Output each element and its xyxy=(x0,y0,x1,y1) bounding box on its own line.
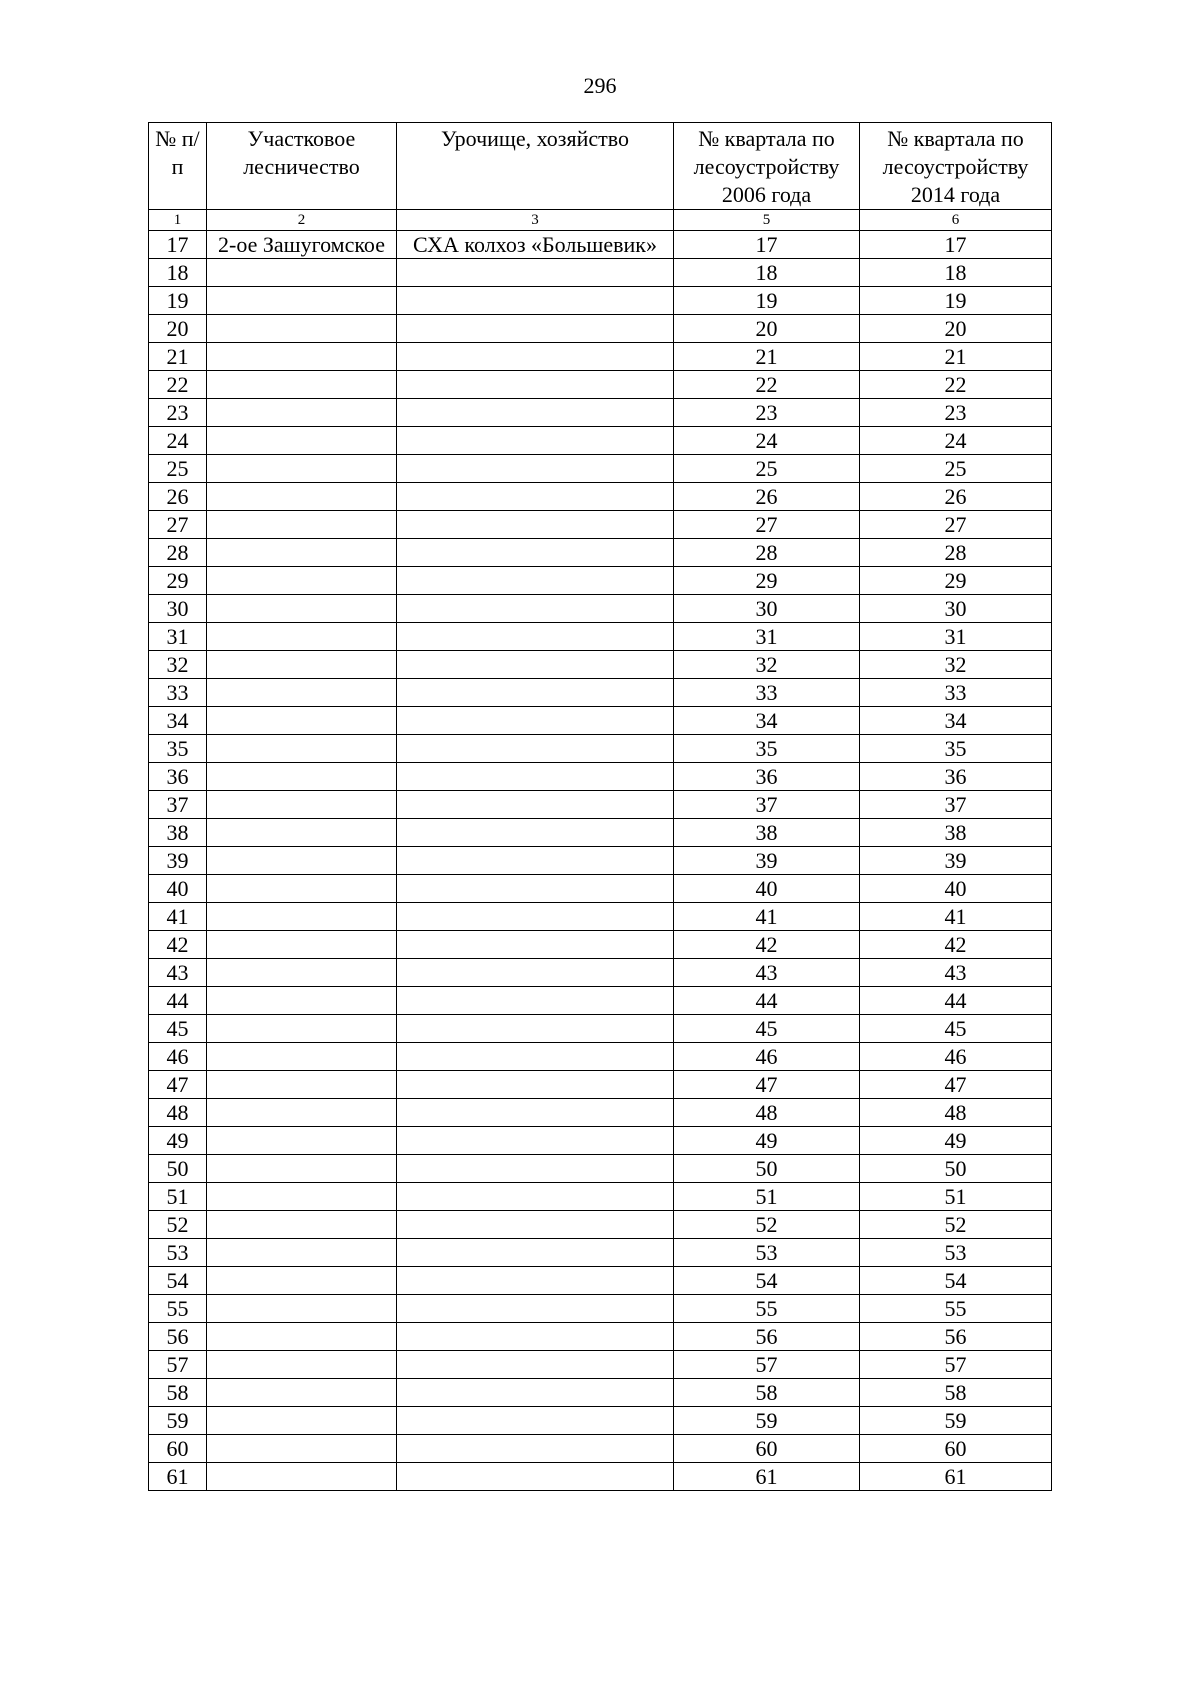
cell-row-number: 17 xyxy=(149,231,207,259)
cell-tract xyxy=(397,371,674,399)
cell-quarter-2006: 24 xyxy=(674,427,860,455)
cell-forestry xyxy=(207,567,397,595)
cell-tract xyxy=(397,763,674,791)
cell-forestry xyxy=(207,1463,397,1491)
cell-row-number: 47 xyxy=(149,1071,207,1099)
cell-row-number: 44 xyxy=(149,987,207,1015)
table-row xyxy=(149,231,1052,259)
cell-tract xyxy=(397,1099,674,1127)
cell-quarter-2006: 47 xyxy=(674,1071,860,1099)
cell-quarter-2006: 23 xyxy=(674,399,860,427)
cell-forestry xyxy=(207,903,397,931)
table-row xyxy=(149,875,1052,903)
table-row xyxy=(149,735,1052,763)
cell-row-number: 58 xyxy=(149,1379,207,1407)
cell-row-number: 36 xyxy=(149,763,207,791)
table-header-row xyxy=(149,123,1052,210)
table-row xyxy=(149,1267,1052,1295)
cell-quarter-2006: 20 xyxy=(674,315,860,343)
cell-tract xyxy=(397,315,674,343)
cell-forestry xyxy=(207,847,397,875)
cell-forestry xyxy=(207,1071,397,1099)
table-row xyxy=(149,1295,1052,1323)
cell-row-number: 30 xyxy=(149,595,207,623)
cell-quarter-2014: 38 xyxy=(860,819,1052,847)
cell-quarter-2006: 37 xyxy=(674,791,860,819)
table-row xyxy=(149,1239,1052,1267)
cell-tract xyxy=(397,1043,674,1071)
cell-quarter-2014: 45 xyxy=(860,1015,1052,1043)
table-row xyxy=(149,791,1052,819)
cell-forestry xyxy=(207,707,397,735)
cell-tract xyxy=(397,1239,674,1267)
cell-quarter-2006: 46 xyxy=(674,1043,860,1071)
table-row xyxy=(149,1071,1052,1099)
cell-forestry xyxy=(207,427,397,455)
table-row xyxy=(149,1211,1052,1239)
table-body xyxy=(149,231,1052,1491)
table-row xyxy=(149,1183,1052,1211)
table-row xyxy=(149,931,1052,959)
table-row xyxy=(149,399,1052,427)
cell-tract xyxy=(397,1267,674,1295)
cell-row-number: 42 xyxy=(149,931,207,959)
table-row xyxy=(149,1323,1052,1351)
cell-row-number: 22 xyxy=(149,371,207,399)
cell-forestry xyxy=(207,735,397,763)
cell-quarter-2014: 18 xyxy=(860,259,1052,287)
cell-quarter-2014: 30 xyxy=(860,595,1052,623)
cell-forestry xyxy=(207,1211,397,1239)
cell-quarter-2014: 39 xyxy=(860,847,1052,875)
column-number-row xyxy=(149,210,1052,231)
cell-row-number: 41 xyxy=(149,903,207,931)
cell-quarter-2014: 60 xyxy=(860,1435,1052,1463)
cell-quarter-2006: 27 xyxy=(674,511,860,539)
cell-quarter-2006: 36 xyxy=(674,763,860,791)
table-row xyxy=(149,623,1052,651)
cell-tract xyxy=(397,1295,674,1323)
table-row xyxy=(149,651,1052,679)
cell-quarter-2014: 23 xyxy=(860,399,1052,427)
table-row xyxy=(149,959,1052,987)
cell-tract xyxy=(397,511,674,539)
cell-quarter-2014: 36 xyxy=(860,763,1052,791)
cell-quarter-2006: 50 xyxy=(674,1155,860,1183)
table-row xyxy=(149,343,1052,371)
table-row xyxy=(149,315,1052,343)
table-row xyxy=(149,455,1052,483)
header-number: № п/п xyxy=(149,123,207,210)
cell-quarter-2006: 18 xyxy=(674,259,860,287)
table-row xyxy=(149,819,1052,847)
cell-forestry xyxy=(207,679,397,707)
cell-quarter-2014: 40 xyxy=(860,875,1052,903)
cell-quarter-2006: 38 xyxy=(674,819,860,847)
cell-forestry xyxy=(207,595,397,623)
cell-tract xyxy=(397,847,674,875)
cell-row-number: 60 xyxy=(149,1435,207,1463)
cell-quarter-2014: 19 xyxy=(860,287,1052,315)
cell-row-number: 40 xyxy=(149,875,207,903)
cell-forestry xyxy=(207,1379,397,1407)
cell-tract xyxy=(397,287,674,315)
column-number: 5 xyxy=(674,210,860,231)
cell-row-number: 29 xyxy=(149,567,207,595)
table-row xyxy=(149,1015,1052,1043)
cell-forestry xyxy=(207,1435,397,1463)
table-row xyxy=(149,903,1052,931)
cell-row-number: 20 xyxy=(149,315,207,343)
cell-row-number: 48 xyxy=(149,1099,207,1127)
cell-forestry xyxy=(207,987,397,1015)
cell-row-number: 27 xyxy=(149,511,207,539)
cell-tract xyxy=(397,1127,674,1155)
cell-tract xyxy=(397,427,674,455)
cell-quarter-2006: 21 xyxy=(674,343,860,371)
cell-quarter-2006: 31 xyxy=(674,623,860,651)
cell-tract xyxy=(397,1435,674,1463)
cell-tract xyxy=(397,735,674,763)
cell-tract xyxy=(397,679,674,707)
cell-row-number: 39 xyxy=(149,847,207,875)
table-row xyxy=(149,511,1052,539)
cell-quarter-2014: 49 xyxy=(860,1127,1052,1155)
cell-quarter-2006: 60 xyxy=(674,1435,860,1463)
table-row xyxy=(149,1435,1052,1463)
cell-tract xyxy=(397,623,674,651)
cell-quarter-2014: 61 xyxy=(860,1463,1052,1491)
cell-tract xyxy=(397,959,674,987)
cell-tract xyxy=(397,399,674,427)
cell-forestry xyxy=(207,315,397,343)
cell-quarter-2014: 22 xyxy=(860,371,1052,399)
cell-forestry xyxy=(207,1099,397,1127)
cell-tract xyxy=(397,1407,674,1435)
cell-row-number: 33 xyxy=(149,679,207,707)
cell-tract xyxy=(397,1015,674,1043)
cell-forestry xyxy=(207,875,397,903)
table-row xyxy=(149,679,1052,707)
cell-tract xyxy=(397,931,674,959)
cell-forestry xyxy=(207,1127,397,1155)
header-tract: Урочище, хозяйство xyxy=(397,123,674,210)
cell-tract xyxy=(397,1155,674,1183)
cell-row-number: 56 xyxy=(149,1323,207,1351)
cell-forestry xyxy=(207,1295,397,1323)
cell-quarter-2014: 31 xyxy=(860,623,1052,651)
table-row xyxy=(149,539,1052,567)
cell-tract xyxy=(397,903,674,931)
cell-row-number: 28 xyxy=(149,539,207,567)
cell-quarter-2006: 49 xyxy=(674,1127,860,1155)
cell-quarter-2014: 20 xyxy=(860,315,1052,343)
cell-forestry xyxy=(207,1155,397,1183)
cell-row-number: 50 xyxy=(149,1155,207,1183)
cell-row-number: 19 xyxy=(149,287,207,315)
cell-quarter-2006: 32 xyxy=(674,651,860,679)
cell-quarter-2006: 29 xyxy=(674,567,860,595)
cell-tract xyxy=(397,791,674,819)
cell-forestry: 2-ое Зашугомское xyxy=(207,231,397,259)
cell-quarter-2006: 44 xyxy=(674,987,860,1015)
cell-row-number: 32 xyxy=(149,651,207,679)
table-row xyxy=(149,763,1052,791)
cell-quarter-2006: 52 xyxy=(674,1211,860,1239)
cell-quarter-2014: 29 xyxy=(860,567,1052,595)
cell-quarter-2006: 58 xyxy=(674,1379,860,1407)
cell-quarter-2014: 28 xyxy=(860,539,1052,567)
cell-quarter-2014: 50 xyxy=(860,1155,1052,1183)
cell-row-number: 45 xyxy=(149,1015,207,1043)
cell-quarter-2014: 35 xyxy=(860,735,1052,763)
cell-forestry xyxy=(207,1183,397,1211)
cell-row-number: 31 xyxy=(149,623,207,651)
table-row xyxy=(149,595,1052,623)
cell-tract xyxy=(397,567,674,595)
cell-row-number: 38 xyxy=(149,819,207,847)
cell-quarter-2014: 37 xyxy=(860,791,1052,819)
cell-quarter-2006: 57 xyxy=(674,1351,860,1379)
cell-row-number: 61 xyxy=(149,1463,207,1491)
cell-quarter-2014: 33 xyxy=(860,679,1052,707)
cell-quarter-2006: 40 xyxy=(674,875,860,903)
cell-quarter-2006: 34 xyxy=(674,707,860,735)
cell-row-number: 51 xyxy=(149,1183,207,1211)
cell-quarter-2014: 44 xyxy=(860,987,1052,1015)
header-quarter-2014: № квартала по лесоустройству 2014 года xyxy=(860,123,1052,210)
cell-quarter-2014: 53 xyxy=(860,1239,1052,1267)
cell-row-number: 57 xyxy=(149,1351,207,1379)
cell-quarter-2014: 48 xyxy=(860,1099,1052,1127)
cell-quarter-2006: 30 xyxy=(674,595,860,623)
column-number: 1 xyxy=(149,210,207,231)
cell-forestry xyxy=(207,1323,397,1351)
cell-quarter-2014: 55 xyxy=(860,1295,1052,1323)
table-row xyxy=(149,567,1052,595)
table-row xyxy=(149,483,1052,511)
cell-quarter-2006: 19 xyxy=(674,287,860,315)
cell-row-number: 53 xyxy=(149,1239,207,1267)
cell-row-number: 59 xyxy=(149,1407,207,1435)
cell-quarter-2006: 48 xyxy=(674,1099,860,1127)
table-row xyxy=(149,1127,1052,1155)
cell-quarter-2006: 39 xyxy=(674,847,860,875)
table-row xyxy=(149,1155,1052,1183)
cell-quarter-2014: 51 xyxy=(860,1183,1052,1211)
cell-tract xyxy=(397,1183,674,1211)
cell-row-number: 35 xyxy=(149,735,207,763)
cell-forestry xyxy=(207,623,397,651)
column-number: 3 xyxy=(397,210,674,231)
table-row xyxy=(149,1351,1052,1379)
cell-tract xyxy=(397,1351,674,1379)
header-quarter-2006: № квартала по лесоустройству 2006 года xyxy=(674,123,860,210)
cell-tract xyxy=(397,595,674,623)
cell-tract xyxy=(397,483,674,511)
cell-quarter-2006: 45 xyxy=(674,1015,860,1043)
cell-forestry xyxy=(207,1407,397,1435)
cell-quarter-2006: 54 xyxy=(674,1267,860,1295)
cell-tract xyxy=(397,1463,674,1491)
cell-quarter-2006: 51 xyxy=(674,1183,860,1211)
cell-quarter-2006: 28 xyxy=(674,539,860,567)
cell-row-number: 37 xyxy=(149,791,207,819)
cell-quarter-2006: 55 xyxy=(674,1295,860,1323)
cell-forestry xyxy=(207,1015,397,1043)
cell-quarter-2014: 25 xyxy=(860,455,1052,483)
cell-forestry xyxy=(207,511,397,539)
cell-forestry xyxy=(207,539,397,567)
column-number: 2 xyxy=(207,210,397,231)
cell-quarter-2006: 42 xyxy=(674,931,860,959)
cell-quarter-2006: 59 xyxy=(674,1407,860,1435)
cell-forestry xyxy=(207,483,397,511)
cell-quarter-2006: 22 xyxy=(674,371,860,399)
column-number: 6 xyxy=(860,210,1052,231)
cell-quarter-2014: 21 xyxy=(860,343,1052,371)
cell-forestry xyxy=(207,1239,397,1267)
table-row xyxy=(149,287,1052,315)
cell-quarter-2014: 46 xyxy=(860,1043,1052,1071)
cell-quarter-2006: 35 xyxy=(674,735,860,763)
cell-quarter-2014: 57 xyxy=(860,1351,1052,1379)
table-row xyxy=(149,427,1052,455)
cell-row-number: 52 xyxy=(149,1211,207,1239)
cell-quarter-2014: 26 xyxy=(860,483,1052,511)
cell-forestry xyxy=(207,1043,397,1071)
cell-forestry xyxy=(207,399,397,427)
cell-row-number: 25 xyxy=(149,455,207,483)
table-row xyxy=(149,1099,1052,1127)
cell-quarter-2006: 56 xyxy=(674,1323,860,1351)
cell-forestry xyxy=(207,287,397,315)
cell-tract xyxy=(397,987,674,1015)
cell-forestry xyxy=(207,371,397,399)
table-row xyxy=(149,707,1052,735)
cell-tract xyxy=(397,455,674,483)
cell-forestry xyxy=(207,455,397,483)
table-row xyxy=(149,1407,1052,1435)
cell-quarter-2014: 54 xyxy=(860,1267,1052,1295)
cell-row-number: 54 xyxy=(149,1267,207,1295)
cell-tract xyxy=(397,1323,674,1351)
cell-quarter-2014: 52 xyxy=(860,1211,1052,1239)
cell-quarter-2014: 47 xyxy=(860,1071,1052,1099)
cell-row-number: 49 xyxy=(149,1127,207,1155)
cell-row-number: 46 xyxy=(149,1043,207,1071)
cell-quarter-2014: 32 xyxy=(860,651,1052,679)
cell-forestry xyxy=(207,819,397,847)
table-row xyxy=(149,847,1052,875)
cell-quarter-2014: 24 xyxy=(860,427,1052,455)
cell-quarter-2014: 58 xyxy=(860,1379,1052,1407)
table-row xyxy=(149,1463,1052,1491)
quarter-table xyxy=(148,122,1052,1491)
cell-forestry xyxy=(207,791,397,819)
cell-tract xyxy=(397,819,674,847)
cell-tract xyxy=(397,259,674,287)
table-row xyxy=(149,1043,1052,1071)
cell-forestry xyxy=(207,651,397,679)
cell-quarter-2014: 41 xyxy=(860,903,1052,931)
cell-quarter-2006: 43 xyxy=(674,959,860,987)
cell-row-number: 21 xyxy=(149,343,207,371)
header-forestry: Участковое лесничество xyxy=(207,123,397,210)
page-number: 296 xyxy=(583,73,617,98)
table-row xyxy=(149,987,1052,1015)
cell-forestry xyxy=(207,343,397,371)
cell-forestry xyxy=(207,259,397,287)
cell-tract xyxy=(397,707,674,735)
cell-quarter-2014: 42 xyxy=(860,931,1052,959)
cell-forestry xyxy=(207,959,397,987)
cell-row-number: 34 xyxy=(149,707,207,735)
cell-forestry xyxy=(207,763,397,791)
cell-forestry xyxy=(207,1351,397,1379)
cell-row-number: 43 xyxy=(149,959,207,987)
cell-forestry xyxy=(207,931,397,959)
cell-tract xyxy=(397,1211,674,1239)
cell-quarter-2014: 27 xyxy=(860,511,1052,539)
cell-tract xyxy=(397,1071,674,1099)
cell-quarter-2006: 53 xyxy=(674,1239,860,1267)
cell-tract xyxy=(397,875,674,903)
cell-row-number: 26 xyxy=(149,483,207,511)
cell-row-number: 55 xyxy=(149,1295,207,1323)
cell-tract xyxy=(397,539,674,567)
cell-tract xyxy=(397,343,674,371)
cell-quarter-2006: 26 xyxy=(674,483,860,511)
cell-forestry xyxy=(207,1267,397,1295)
cell-tract xyxy=(397,651,674,679)
table-row xyxy=(149,259,1052,287)
cell-quarter-2014: 34 xyxy=(860,707,1052,735)
cell-quarter-2006: 33 xyxy=(674,679,860,707)
cell-quarter-2014: 59 xyxy=(860,1407,1052,1435)
cell-row-number: 24 xyxy=(149,427,207,455)
cell-row-number: 23 xyxy=(149,399,207,427)
cell-quarter-2006: 25 xyxy=(674,455,860,483)
cell-quarter-2014: 56 xyxy=(860,1323,1052,1351)
cell-quarter-2006: 41 xyxy=(674,903,860,931)
cell-row-number: 18 xyxy=(149,259,207,287)
cell-quarter-2006: 17 xyxy=(674,231,860,259)
table-row xyxy=(149,371,1052,399)
cell-quarter-2014: 43 xyxy=(860,959,1052,987)
cell-tract xyxy=(397,1379,674,1407)
table-row xyxy=(149,1379,1052,1407)
cell-quarter-2014: 17 xyxy=(860,231,1052,259)
cell-quarter-2006: 61 xyxy=(674,1463,860,1491)
cell-tract: СХА колхоз «Большевик» xyxy=(397,231,674,259)
